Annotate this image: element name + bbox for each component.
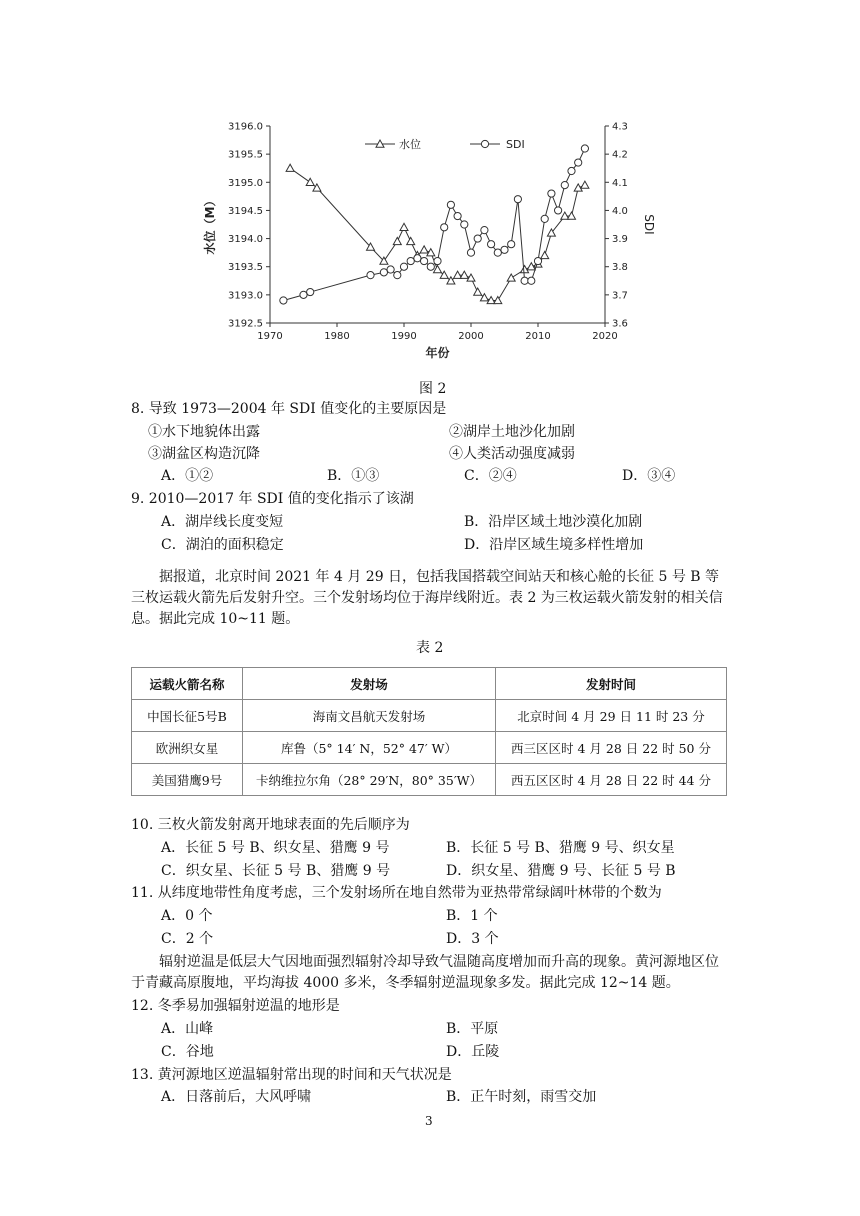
- question-10-stem: 10. 三枚火箭发射离开地球表面的先后顺序为: [131, 817, 410, 833]
- q10-choice-c: C．织女星、长征 5 号 B、猎鹰 9 号: [161, 863, 391, 879]
- y-tick-label: 3196.0: [228, 121, 263, 133]
- table-caption: 表 2: [416, 640, 444, 656]
- rocket-launch-table: [131, 667, 727, 796]
- sdi-point: [568, 167, 575, 174]
- q12-choice-b: B．平原: [446, 1021, 499, 1037]
- sdi-point: [367, 272, 374, 279]
- water-level-point: [474, 288, 482, 295]
- table-cell: 北京时间 4 月 29 日 11 时 23 分: [496, 700, 727, 732]
- y2-axis-label: SDI: [642, 214, 656, 235]
- y2-tick-label: 3.9: [612, 234, 628, 246]
- y-tick-label: 3194.0: [228, 234, 263, 246]
- table-cell: 美国猎鹰9号: [132, 764, 243, 796]
- sdi-point: [548, 190, 555, 197]
- y-tick-label: 3194.5: [228, 205, 263, 217]
- sdi-point: [380, 269, 387, 276]
- x-tick-label: 1970: [257, 331, 283, 342]
- sdi-point: [521, 277, 528, 284]
- sdi-point: [488, 241, 495, 248]
- q8-option-3: ③湖盆区构造沉降: [148, 446, 260, 462]
- water-level-point: [306, 178, 314, 185]
- sdi-point: [307, 288, 314, 295]
- water-level-point: [407, 237, 415, 244]
- y2-tick-label: 3.7: [612, 290, 628, 302]
- sdi-point: [454, 212, 461, 219]
- sdi-point: [481, 227, 488, 234]
- sdi-point: [427, 263, 434, 270]
- sdi-point: [434, 257, 441, 264]
- sdi-point: [414, 255, 421, 262]
- water-level-point: [286, 164, 294, 171]
- table-row: [132, 700, 727, 732]
- sdi-point: [441, 224, 448, 231]
- q12-choice-a: A．山峰: [161, 1021, 214, 1037]
- water-level-point: [541, 251, 549, 258]
- question-13-stem: 13. 黄河源地区逆温辐射常出现的时间和天气状况是: [131, 1067, 452, 1083]
- q8-choice-a: A．①②: [161, 468, 214, 484]
- sdi-point: [581, 145, 588, 152]
- table-header: 运载火箭名称: [132, 668, 243, 700]
- table-cell: 西五区区时 4 月 28 日 22 时 44 分: [496, 764, 727, 796]
- sdi-point: [575, 159, 582, 166]
- x-tick-label: 1990: [391, 331, 417, 342]
- table-header: 发射场: [243, 668, 496, 700]
- table-cell: 海南文昌航天发射场: [243, 700, 496, 732]
- y2-tick-label: 4.1: [612, 177, 628, 189]
- sdi-point: [555, 207, 562, 214]
- table-row: [132, 764, 727, 796]
- q10-choice-d: D．织女星、猎鹰 9 号、长征 5 号 B: [446, 863, 676, 879]
- q8-choice-d: D．③④: [622, 468, 676, 484]
- q11-choice-a: A．0 个: [161, 908, 213, 924]
- y-tick-label: 3192.5: [228, 318, 263, 330]
- q10-choice-b: B．长征 5 号 B、猎鹰 9 号、织女星: [446, 840, 675, 856]
- q8-choice-c: C．②④: [464, 468, 517, 484]
- page-number: 3: [425, 1114, 433, 1128]
- table-cell: 中国长征5号B: [132, 700, 243, 732]
- q9-choice-a: A．湖岸线长度变短: [161, 514, 284, 530]
- sdi-series-line: [283, 149, 585, 301]
- y2-tick-label: 3.6: [612, 318, 628, 330]
- question-12-stem: 12. 冬季易加强辐射逆温的地形是: [131, 998, 340, 1014]
- sdi-point: [494, 249, 501, 256]
- sdi-point: [387, 266, 394, 273]
- y-tick-label: 3193.0: [228, 290, 263, 302]
- y-axis-label: 水位（M）: [203, 194, 217, 255]
- q8-option-4: ④人类活动强度减弱: [449, 446, 575, 462]
- sdi-point: [534, 257, 541, 264]
- y-tick-label: 3193.5: [228, 262, 263, 274]
- water-level-point: [400, 223, 408, 230]
- table-cell: 库鲁（5° 14′ N，52° 47′ W）: [243, 732, 496, 764]
- table-row: [132, 732, 727, 764]
- y2-tick-label: 4.0: [612, 205, 628, 217]
- y2-tick-label: 4.2: [612, 149, 628, 161]
- legend-water-level-label: 水位: [399, 138, 421, 151]
- table-cell: 卡纳维拉尔角（28° 29′N，80° 35′W）: [243, 764, 496, 796]
- passage-rocket-launch: 据报道，北京时间 2021 年 4 月 29 日，包括我国搭载空间站天和核心舱的长征 5 号 B 等三枚运载火箭先后发射升空。三个发射场均位于海岸线附近。表 2 为三枚运载火箭发射的相关信息。据此完成 10~11 题。: [131, 569, 723, 627]
- water-level-point: [420, 246, 428, 253]
- x-axis-label: 年份: [425, 346, 450, 360]
- sdi-point: [528, 277, 535, 284]
- sdi-point: [541, 215, 548, 222]
- q9-choice-b: B．沿岸区域土地沙漠化加剧: [464, 514, 643, 530]
- water-level-series-line: [290, 168, 585, 300]
- question-11-stem: 11. 从纬度地带性角度考虑，三个发射场所在地自然带为亚热带常绿阔叶林带的个数为: [131, 885, 662, 901]
- legend-circle-marker: [481, 140, 488, 147]
- q9-choice-c: C．湖泊的面积稳定: [161, 537, 284, 553]
- sdi-point: [300, 291, 307, 298]
- q11-choice-b: B．1 个: [446, 908, 498, 924]
- question-9-stem: 9. 2010—2017 年 SDI 值的变化指示了该湖: [131, 491, 414, 507]
- q13-choice-b: B．正午时刻，雨雪交加: [446, 1089, 597, 1105]
- y2-tick-label: 3.8: [612, 262, 628, 274]
- water-level-sdi-chart: [200, 110, 660, 370]
- sdi-point: [514, 196, 521, 203]
- sdi-point: [501, 246, 508, 253]
- sdi-point: [280, 297, 287, 304]
- sdi-point: [400, 263, 407, 270]
- q12-choice-c: C．谷地: [161, 1044, 214, 1060]
- y2-tick-label: 4.3: [612, 121, 628, 133]
- water-level-point: [507, 274, 515, 281]
- table-cell: 欧洲织女星: [132, 732, 243, 764]
- water-level-point: [393, 237, 401, 244]
- q10-choice-a: A．长征 5 号 B、织女星、猎鹰 9 号: [161, 840, 390, 856]
- x-tick-label: 2000: [458, 331, 484, 342]
- sdi-point: [474, 235, 481, 242]
- passage-radiation-inversion: 辐射逆温是低层大气因地面强烈辐射冷却导致气温随高度增加而升高的现象。黄河源地区位于青藏高原腹地，平均海拔 4000 多米，冬季辐射逆温现象多发。据此完成 12~14 题。: [131, 954, 719, 991]
- figure-caption: 图 2: [419, 381, 447, 397]
- q8-option-1: ①水下地貌体出露: [148, 424, 260, 440]
- sdi-point: [421, 257, 428, 264]
- sdi-point: [508, 241, 515, 248]
- q11-choice-d: D．3 个: [446, 931, 499, 947]
- table-cell: 西三区区时 4 月 28 日 22 时 50 分: [496, 732, 727, 764]
- q13-choice-a: A．日落前后，大风呼啸: [161, 1089, 312, 1105]
- x-tick-label: 2010: [525, 331, 551, 342]
- table-header-row: [132, 668, 727, 700]
- q8-choice-b: B．①③: [327, 468, 380, 484]
- question-8-stem: 8. 导致 1973—2004 年 SDI 值变化的主要原因是: [131, 401, 447, 417]
- y-tick-label: 3195.5: [228, 149, 263, 161]
- sdi-point: [467, 249, 474, 256]
- table-header: 发射时间: [496, 668, 727, 700]
- q9-choice-d: D．沿岸区域生境多样性增加: [464, 537, 644, 553]
- sdi-point: [447, 201, 454, 208]
- water-level-point: [581, 181, 589, 188]
- q12-choice-d: D．丘陵: [446, 1044, 500, 1060]
- x-tick-label: 2020: [592, 331, 618, 342]
- sdi-point: [394, 272, 401, 279]
- x-tick-label: 1980: [324, 331, 350, 342]
- q11-choice-c: C．2 个: [161, 931, 214, 947]
- sdi-point: [561, 182, 568, 189]
- sdi-point: [407, 257, 414, 264]
- sdi-point: [461, 221, 468, 228]
- q8-option-2: ②湖岸土地沙化加剧: [449, 424, 575, 440]
- y-tick-label: 3195.0: [228, 177, 263, 189]
- legend-sdi-label: SDI: [506, 138, 525, 151]
